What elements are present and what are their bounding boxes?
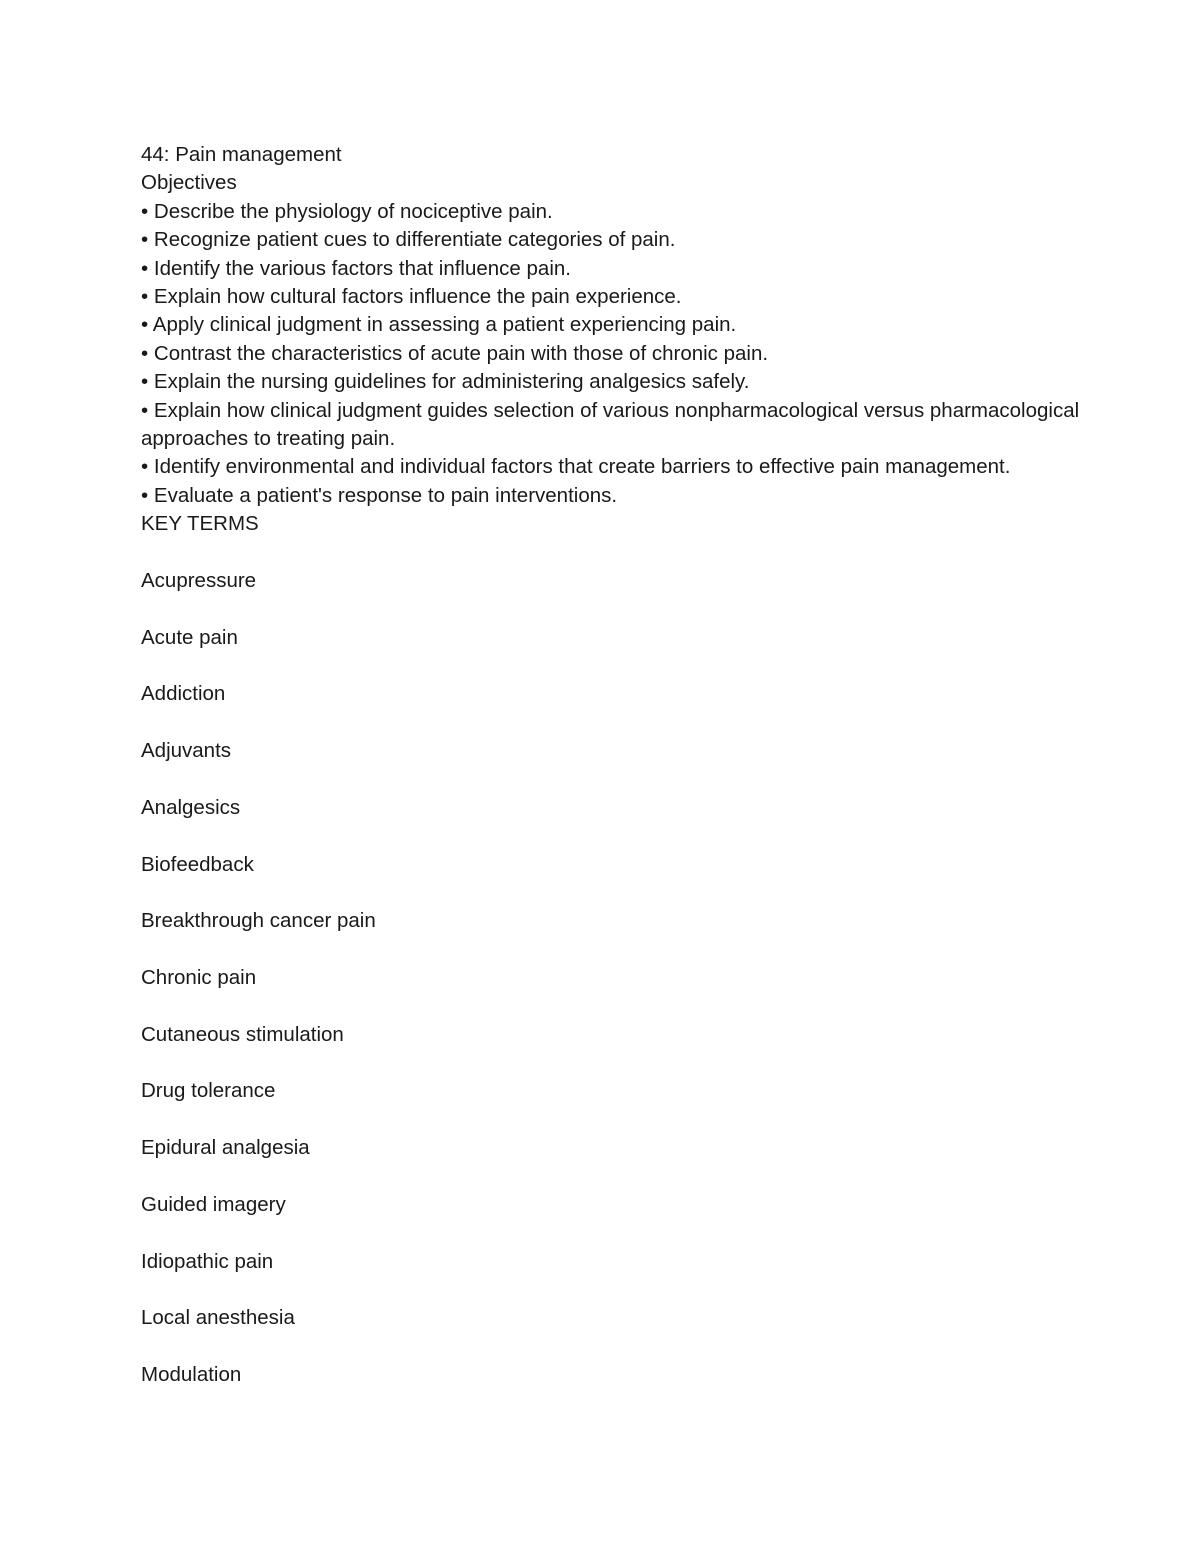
key-term: Acupressure — [141, 569, 257, 593]
objective-text: Explain how cultural factors influence the pain experience. — [153, 285, 682, 309]
key-term: Drug tolerance — [141, 1079, 276, 1103]
bullet-icon: • — [141, 455, 149, 479]
objective-text: Explain how clinical judgment guides selection of various nonpharmacological versus pharmacological approaches to treating pain. — [141, 398, 1080, 451]
objective-item — [141, 397, 1081, 454]
key-terms-list — [141, 567, 1081, 1389]
bullet-icon: • — [141, 228, 149, 252]
objective-text: Explain the nursing guidelines for administering analgesics safely. — [153, 370, 750, 394]
objective-text: Recognize patient cues to differentiate categories of pain. — [153, 228, 676, 252]
objective-item — [141, 453, 1081, 481]
key-term: Guided imagery — [141, 1192, 286, 1216]
objective-item — [141, 368, 1081, 396]
bullet-icon: • — [141, 398, 149, 422]
objective-text: Identify environmental and individual factors that create barriers to effective pain management. — [153, 455, 1011, 479]
bullet-icon: • — [141, 285, 149, 309]
key-term: Idiopathic pain — [141, 1249, 274, 1273]
objective-text: Identify the various factors that influence pain. — [153, 256, 571, 280]
key-terms-heading: KEY TERMS — [141, 512, 259, 536]
objective-item — [141, 255, 1081, 283]
key-term: Adjuvants — [141, 739, 232, 763]
bullet-icon: • — [141, 370, 149, 394]
key-term: Modulation — [141, 1362, 242, 1386]
document-title: 44: Pain management — [141, 143, 342, 166]
objective-item — [141, 311, 1081, 339]
objective-text: Evaluate a patient's response to pain interventions. — [153, 483, 618, 507]
objective-text: Contrast the characteristics of acute pain with those of chronic pain. — [153, 341, 769, 365]
objective-item — [141, 283, 1081, 311]
key-term: Cutaneous stimulation — [141, 1022, 344, 1046]
key-term: Biofeedback — [141, 852, 254, 876]
key-term: Chronic pain — [141, 966, 257, 989]
key-term: Local anesthesia — [141, 1306, 295, 1330]
objective-item — [141, 198, 1081, 226]
objective-item — [141, 482, 1081, 510]
key-term: Epidural analgesia — [141, 1136, 310, 1160]
document-body — [141, 141, 1081, 1418]
key-term: Analgesics — [141, 795, 241, 819]
objectives-list — [141, 198, 1081, 510]
objective-item — [141, 340, 1081, 368]
bullet-icon: • — [141, 199, 149, 223]
objective-text: Apply clinical judgment in assessing a patient experiencing pain. — [152, 313, 737, 337]
bullet-icon: • — [141, 313, 149, 337]
key-term: Addiction — [141, 682, 226, 706]
objectives-heading: Objectives — [141, 171, 237, 195]
objective-item — [141, 226, 1081, 254]
key-term: Breakthrough cancer pain — [141, 909, 376, 933]
objective-text: Describe the physiology of nociceptive pain. — [153, 199, 553, 223]
key-term: Acute pain — [141, 625, 238, 649]
bullet-icon: • — [141, 256, 149, 280]
bullet-icon: • — [141, 483, 149, 507]
bullet-icon: • — [141, 341, 149, 365]
